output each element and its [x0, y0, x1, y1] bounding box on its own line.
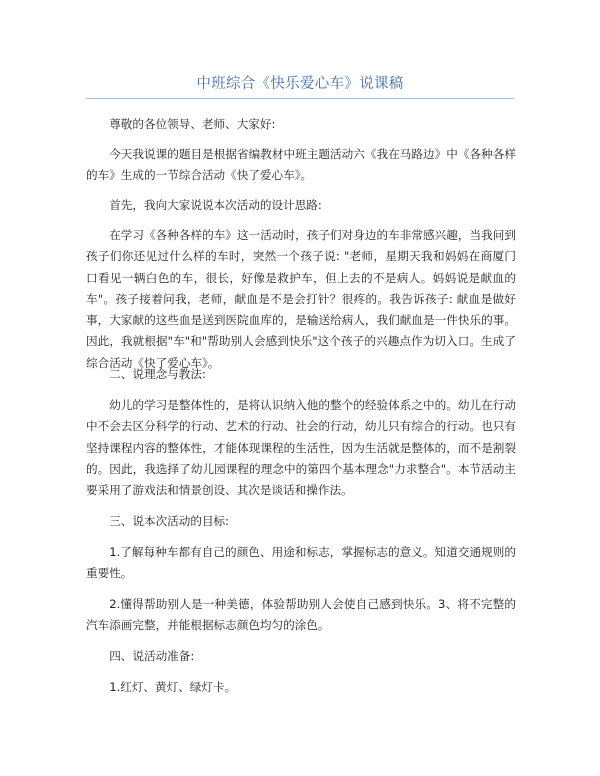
section-heading-preparation: 四、说活动准备: — [109, 649, 195, 663]
title-divider — [86, 98, 514, 99]
philosophy-paragraph: 幼儿的学习是整体性的，是将认识纳入他的整个的经验体系之中的。幼儿在行动中不会去区分科学的行动、艺术的行动、社会的行动，幼儿只有综合的行动。也只有坚持课程内容的整体性，才能体现课程的生活性，因为生活就是整体的，而不是割裂的。因此，我选择了幼儿园课程的理念中的第四个基本理念"力求整合"。本节活动主要采用了游戏法和情景创设、其次是谈话和操作法。 — [86, 398, 516, 498]
document-title: 中班综合《快乐爱心车》说课稿 — [196, 76, 404, 92]
design-idea-paragraph: 在学习《各种各样的车》这一活动时，孩子们对身边的车非常感兴趣，当我问到孩子们你还见过什么样的车时，突然一个孩子说: "老师，星期天我和妈妈在商厦门口看见一辆白色的车，很长，好像是救护车，但上去的不是病人。妈妈说是献血的车"。孩子接着问我，老师，献血是不是会打针？很疼的。我告诉孩子: 献血是做好事，大家献的这些血是送到医院血库的，是输送给病人，我们献血是一件快乐的事。因此，我就根据"车"和"帮助别人会感到快乐"这个孩子的兴趣点作为切入口。生成了综合活动《快了爱心车》。 — [86, 228, 516, 370]
goal-item-2: 2.懂得帮助别人是一种美德，体验帮助别人会使自己感到快乐。3、将不完整的汽车添画完整，并能根据标志颜色均匀的涂色。 — [86, 597, 516, 633]
preparation-item-1: 1.红灯、黄灯、绿灯卡。 — [109, 680, 237, 694]
design-heading-paragraph: 首先，我向大家说说本次活动的设计思路: — [109, 198, 322, 212]
section-heading-philosophy: 二、说理念与教法: — [109, 367, 206, 381]
intro-paragraph: 今天我说课的题目是根据省编教材中班主题活动六《我在马路边》中《各种各样的车》生成的一节综合活动《快了爱心车》。 — [86, 147, 516, 183]
section-heading-goals: 三、说本次活动的目标: — [109, 514, 230, 528]
greeting-paragraph: 尊敬的各位领导、老师、大家好: — [109, 117, 276, 131]
goal-item-1: 1.了解每种车都有自己的颜色、用途和标志，掌握标志的意义。知道交通规则的重要性。 — [86, 545, 516, 581]
